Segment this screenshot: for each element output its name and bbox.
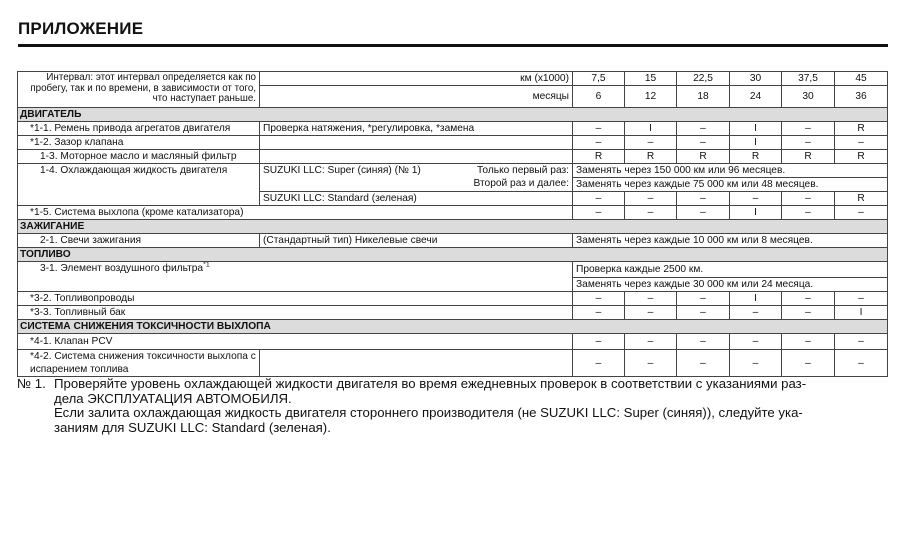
schedule-cell: I: [835, 306, 888, 320]
maintenance-schedule-table: [17, 71, 888, 377]
schedule-cell: –: [573, 306, 625, 320]
coolant-spec-cell: [260, 164, 573, 192]
schedule-cell: –: [782, 292, 835, 306]
coolant-first-text: Заменять через 150 000 км или 96 месяцев.: [573, 164, 888, 178]
item-action: [260, 350, 573, 377]
schedule-cell: –: [782, 122, 835, 136]
schedule-cell: I: [625, 122, 677, 136]
month-value: 6: [573, 86, 625, 108]
section-title: СИСТЕМА СНИЖЕНИЯ ТОКСИЧНОСТИ ВЫХЛОПА: [18, 320, 888, 334]
section-ignition: [18, 220, 888, 234]
schedule-cell: I: [730, 122, 782, 136]
footnote-line: заниям для SUZUKI LLC: Standard (зеленая).: [54, 419, 331, 435]
schedule-cell: –: [573, 334, 625, 350]
table-row: [18, 136, 888, 150]
schedule-cell: –: [730, 192, 782, 206]
item-name: [18, 262, 573, 292]
table-row: [18, 334, 888, 350]
schedule-cell: –: [573, 136, 625, 150]
schedule-cell: R: [835, 150, 888, 164]
schedule-cell: –: [677, 136, 730, 150]
schedule-cell: –: [677, 334, 730, 350]
table-row: [18, 306, 888, 320]
schedule-cell: –: [625, 334, 677, 350]
month-value: 36: [835, 86, 888, 108]
footnote-1: [17, 377, 889, 435]
schedule-cell: –: [573, 292, 625, 306]
schedule-cell: –: [730, 334, 782, 350]
section-title: ТОПЛИВО: [18, 248, 888, 262]
schedule-cell: –: [573, 206, 625, 220]
table-row: [18, 122, 888, 136]
coolant-first-label: Только первый раз:: [476, 165, 569, 176]
item-name: *1-2. Зазор клапана: [18, 136, 260, 150]
schedule-cell: –: [677, 122, 730, 136]
schedule-cell: R: [730, 150, 782, 164]
schedule-cell: –: [782, 206, 835, 220]
schedule-cell: –: [677, 292, 730, 306]
km-label: км (x1000): [260, 72, 573, 86]
schedule-cell: R: [835, 192, 888, 206]
item-action: [260, 136, 573, 150]
schedule-cell: –: [730, 306, 782, 320]
section-fuel: [18, 248, 888, 262]
km-value: 30: [730, 72, 782, 86]
km-value: 45: [835, 72, 888, 86]
table-row: [18, 150, 888, 164]
item-action: Проверка натяжения, *регулировка, *замена: [260, 122, 573, 136]
item-name: *1-5. Система выхлопа (кроме катализатора): [18, 206, 573, 220]
item-name: 1-4. Охлаждающая жидкость двигателя: [18, 164, 260, 206]
km-value: 22,5: [677, 72, 730, 86]
month-value: 12: [625, 86, 677, 108]
schedule-cell: –: [835, 350, 888, 377]
month-value: 30: [782, 86, 835, 108]
schedule-cell: –: [835, 136, 888, 150]
schedule-cell: –: [625, 350, 677, 377]
schedule-cell: –: [782, 192, 835, 206]
section-engine: [18, 108, 888, 122]
month-value: 18: [677, 86, 730, 108]
item-interval-text: Проверка каждые 2500 км.: [573, 262, 888, 278]
schedule-cell: –: [625, 206, 677, 220]
table-row: [18, 262, 888, 278]
item-action: [260, 150, 573, 164]
item-name: *4-2. Система снижения токсичности выхлопа с испарением топлива: [18, 350, 260, 377]
schedule-cell: –: [625, 306, 677, 320]
schedule-cell: –: [677, 350, 730, 377]
schedule-cell: –: [730, 350, 782, 377]
coolant-second-label: Второй раз и далее:: [473, 178, 569, 189]
schedule-cell: R: [625, 150, 677, 164]
item-name: *4-1. Клапан PCV: [18, 334, 573, 350]
coolant-super-spec: SUZUKI LLC: Super (синяя) (№ 1): [263, 165, 421, 176]
item-name-text: 3-1. Элемент воздушного фильтра: [40, 263, 204, 274]
item-name: 2-1. Свечи зажигания: [18, 234, 260, 248]
schedule-cell: –: [835, 292, 888, 306]
month-value: 24: [730, 86, 782, 108]
item-interval-text: Заменять через каждые 10 000 км или 8 месяцев.: [573, 234, 888, 248]
months-label: месяцы: [260, 86, 573, 108]
footnote-marker: *1: [203, 261, 210, 269]
schedule-cell: –: [625, 136, 677, 150]
coolant-standard-spec: SUZUKI LLC: Standard (зеленая): [260, 192, 573, 206]
coolant-second-text: Заменять через каждые 75 000 км или 48 месяцев.: [573, 178, 888, 192]
schedule-cell: –: [782, 334, 835, 350]
title-rule: [18, 44, 888, 47]
schedule-cell: –: [573, 122, 625, 136]
schedule-cell: –: [782, 350, 835, 377]
footnote-line: дела ЭКСПЛУАТАЦИЯ АВТОМОБИЛЯ.: [54, 390, 292, 406]
km-value: 7,5: [573, 72, 625, 86]
km-value: 37,5: [782, 72, 835, 86]
schedule-cell: –: [573, 350, 625, 377]
section-title: ДВИГАТЕЛЬ: [18, 108, 888, 122]
schedule-cell: R: [573, 150, 625, 164]
schedule-cell: –: [625, 192, 677, 206]
schedule-cell: –: [782, 306, 835, 320]
header-row-km: [18, 72, 888, 86]
schedule-cell: –: [835, 334, 888, 350]
schedule-cell: –: [782, 136, 835, 150]
table-row: [18, 234, 888, 248]
schedule-cell: –: [677, 192, 730, 206]
schedule-cell: I: [730, 206, 782, 220]
item-name: *1-1. Ремень привода агрегатов двигателя: [18, 122, 260, 136]
schedule-cell: –: [625, 292, 677, 306]
footnote-block: [17, 377, 889, 435]
footnote-line: Проверяйте уровень охлаждающей жидкости двигателя во время ежедневных проверок в соответствии с указаниями раз-: [54, 376, 807, 391]
item-name: 1-3. Моторное масло и масляный фильтр: [18, 150, 260, 164]
item-action: (Стандартный тип) Никелевые свечи: [260, 234, 573, 248]
schedule-cell: –: [573, 192, 625, 206]
schedule-cell: R: [835, 122, 888, 136]
footnote-label: № 1.: [17, 376, 46, 391]
schedule-cell: I: [730, 292, 782, 306]
km-value: 15: [625, 72, 677, 86]
table-row: [18, 350, 888, 377]
schedule-cell: I: [730, 136, 782, 150]
section-emission: [18, 320, 888, 334]
schedule-cell: R: [782, 150, 835, 164]
schedule-cell: –: [677, 206, 730, 220]
item-name: *3-3. Топливный бак: [18, 306, 573, 320]
item-interval-text: Заменять через каждые 30 000 км или 24 месяца.: [573, 278, 888, 292]
table-row: [18, 206, 888, 220]
table-row: [18, 292, 888, 306]
schedule-cell: –: [835, 206, 888, 220]
section-title: ЗАЖИГАНИЕ: [18, 220, 888, 234]
interval-description: Интервал: этот интервал определяется как по пробегу, так и по времени, в зависимости от того, что наступает раньше.: [18, 72, 260, 108]
table-row: [18, 164, 888, 178]
item-name: *3-2. Топливопроводы: [18, 292, 573, 306]
schedule-cell: R: [677, 150, 730, 164]
footnote-line: Если залита охлаждающая жидкость двигателя стороннего производителя (не SUZUKI LLC: Super (синяя)), следуйте ука-: [54, 405, 803, 420]
footnote-body: [54, 377, 806, 435]
page-title: ПРИЛОЖЕНИЕ: [18, 19, 144, 38]
schedule-cell: –: [677, 306, 730, 320]
